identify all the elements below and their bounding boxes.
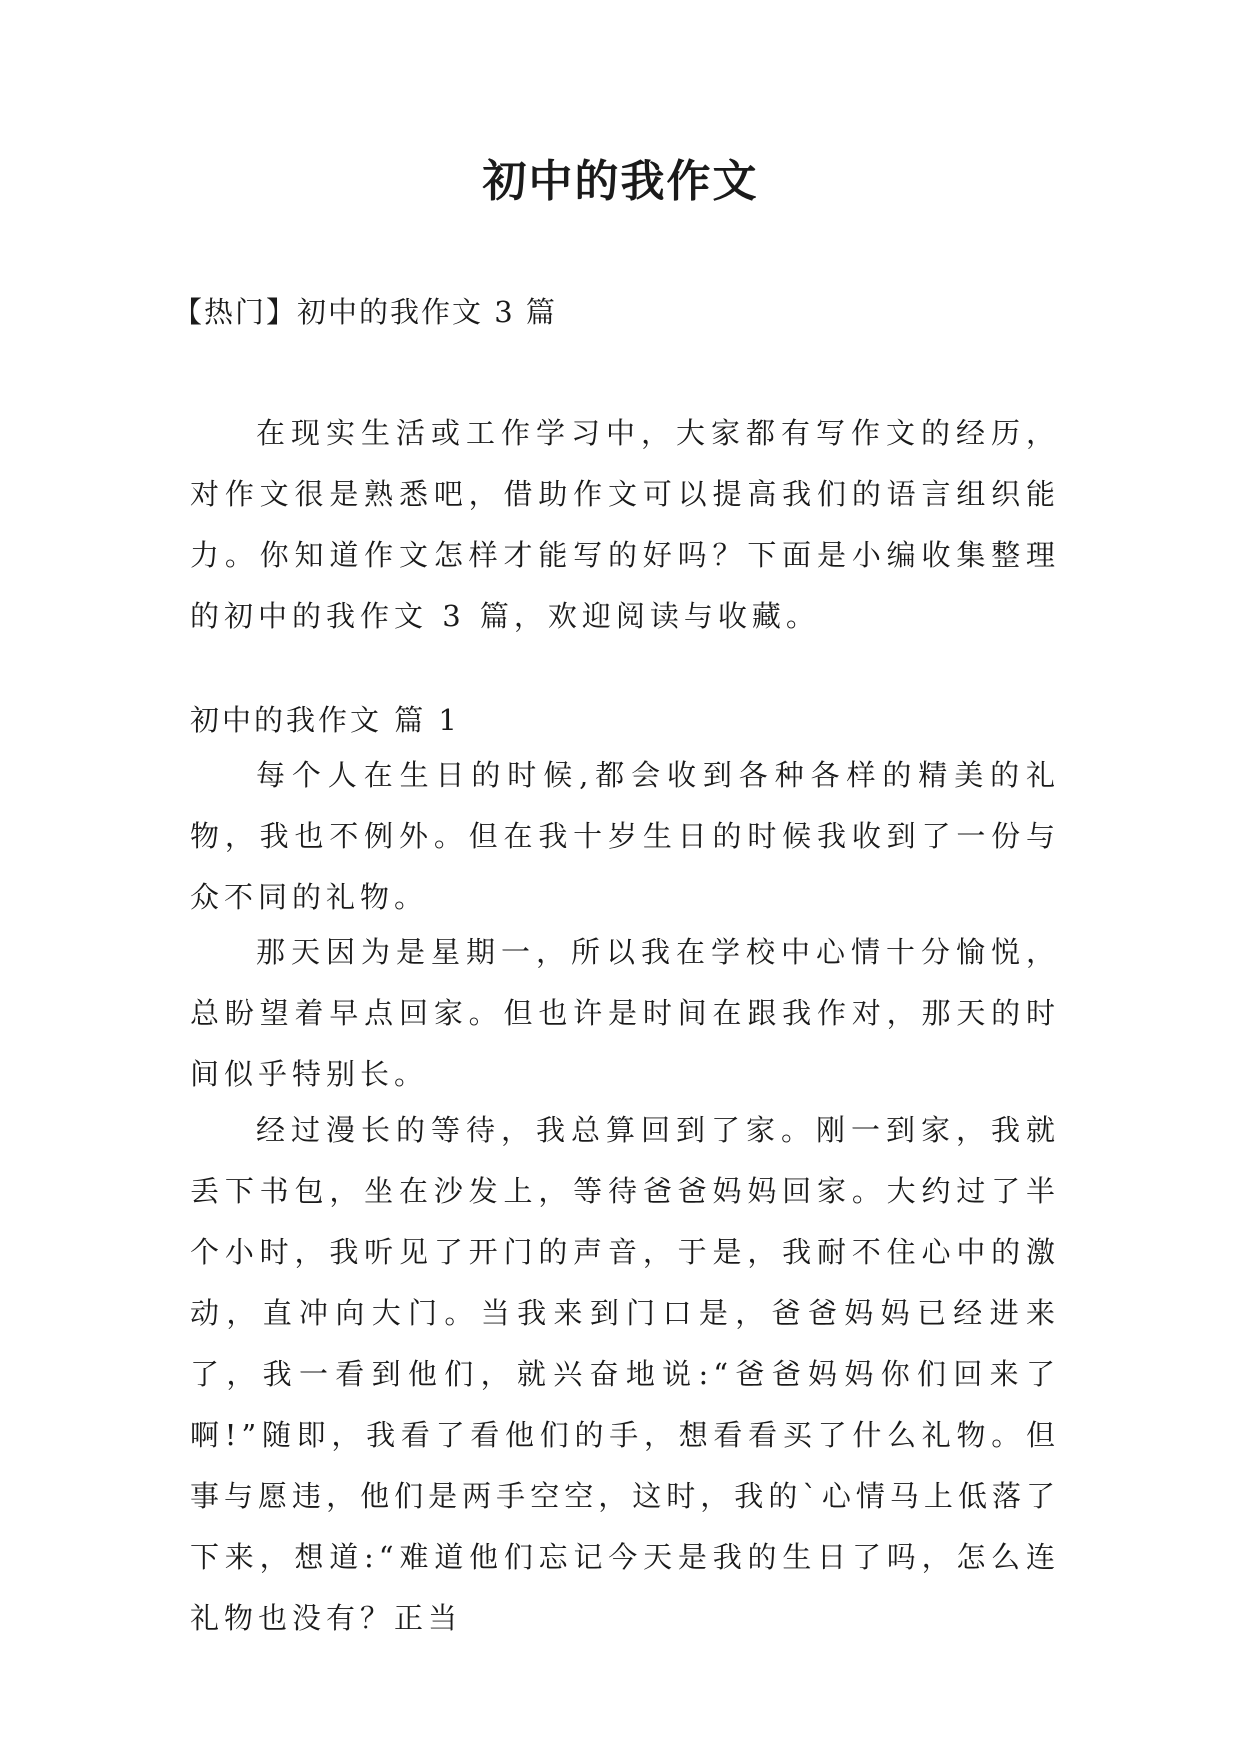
document-subtitle: 【热门】初中的我作文 3 篇	[173, 295, 557, 329]
essay-paragraph-3: 经过漫长的等待，我总算回到了家。刚一到家，我就丢下书包，坐在沙发上，等待爸爸妈妈回家。大约过了半个小时，我听见了开门的声音，于是，我耐不住心中的激动，直冲向大门。当我来到门口是，爸爸妈妈已经进来了，我一看到他们，就兴奋地说:“爸爸妈妈你们回来了啊!”随即，我看了看他们的手，想看看买了什么礼物。但事与愿违，他们是两手空空，这时，我的`心情马上低落了下来，想道:“难道他们忘记今天是我的生日了吗，怎么连礼物也没有？正当	[190, 1113, 1060, 1635]
essay-paragraph-1: 每个人在生日的时候,都会收到各种各样的精美的礼物，我也不例外。但在我十岁生日的时候我收到了一份与众不同的礼物。	[190, 758, 1060, 914]
document-title: 初中的我作文	[482, 156, 759, 207]
essay-paragraph-2: 那天因为是星期一，所以我在学校中心情十分愉悦，总盼望着早点回家。但也许是时间在跟我作对，那天的时间似乎特别长。	[190, 935, 1060, 1091]
intro-paragraph: 在现实生活或工作学习中，大家都有写作文的经历，对作文很是熟悉吧，借助作文可以提高我们的语言组织能力。你知道作文怎样才能写的好吗？下面是小编收集整理的初中的我作文 3 篇，欢迎阅读与收藏。	[190, 416, 1060, 633]
section-heading: 初中的我作文 篇 1	[190, 703, 460, 737]
